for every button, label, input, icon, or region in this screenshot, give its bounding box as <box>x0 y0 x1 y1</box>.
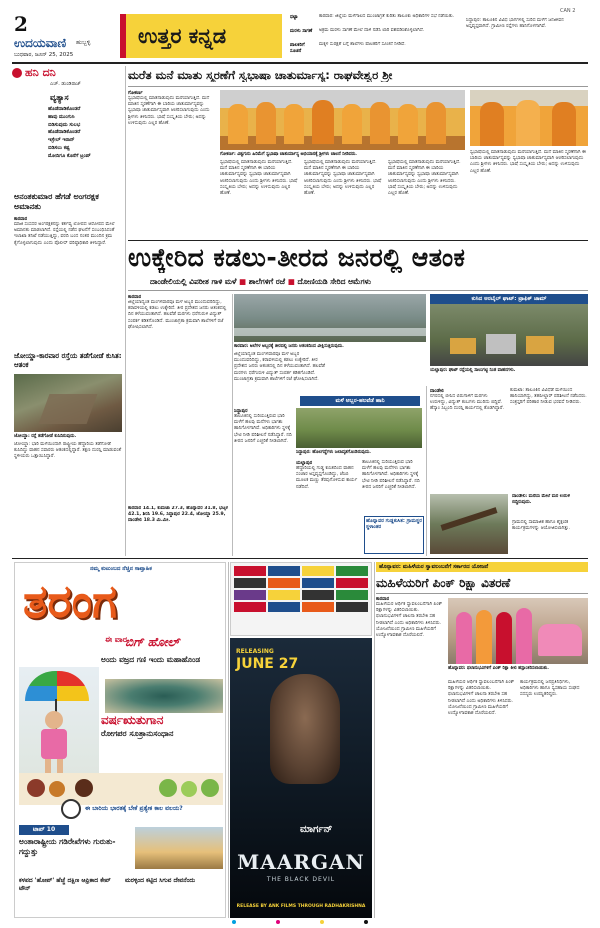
side-story-2-caption: ಜೋಯ್ಡಾ: ರಸ್ತೆ ತಡೆಗೋಡೆ ಕುಸಿದಿರುವುದು. <box>14 434 77 439</box>
ghat-traffic-photo <box>430 304 588 366</box>
rain-col1-body: ತಾಲೂಕಿನಲ್ಲಿ ಸುರಿಯುತ್ತಿರುವ ಭಾರಿ ಮಳೆಗೆ ಹಲವು ಮನೆಗಳು ಭಾಗಶಃ ಹಾನಿಗೊಳಗಾಗಿವೆ. ಅಧಿಕಾರಿಗಳು ಸ್ಥಳಕ್ಕೆ ಭೇಟಿ ನೀಡಿ ಪರಿಶೀಲನೆ ನಡೆಸಿದ್ದಾರೆ. ನದಿ ತೀರದ ಜನರಿಗೆ ಎಚ್ಚರಿಕೆ ನೀಡಲಾಗಿದೆ. <box>234 414 292 444</box>
main-body-col2: ಜಿಲ್ಲೆಯಾದ್ಯಂತ ಮಂಗಳವಾರವೂ ಮಳೆ ಅಬ್ಬರ ಮುಂದುವರಿದಿದ್ದು, ಕರಾವಳಿಯಲ್ಲಿ ಕಡಲು ಉಕ್ಕೇರಿದೆ. ತೀರ ಪ್ರದೇಶದ ಜನರು ಆತಂಕದಲ್ಲಿ ದಿನ ಕಳೆಯುವಂತಾಗಿದೆ. ಹಲವೆಡೆ ಮರಗಳು ಧರೆಗುರುಳಿ ವಿದ್ಯುತ್ ಸಂಪರ್ಕ ಕಡಿತಗೊಂಡಿದೆ. ಮುಂಜಾಗ್ರತಾ ಕ್ರಮವಾಗಿ ಶಾಲೆಗಳಿಗೆ ರಜೆ ಘೋಷಿಸಲಾಗಿದೆ. <box>234 352 326 382</box>
poem-line: ಮೋದಿಗೂ ಕೊನೆಗೆ ಟ್ರಂಪ್ <box>48 152 91 159</box>
pink-dateline: ಕಾರವಾರ <box>376 597 390 602</box>
clock-icon <box>61 799 81 819</box>
poem-title: ವ್ಯತ್ಯಾಸ <box>50 93 69 102</box>
film-ad-logos <box>230 562 372 636</box>
lead-headline: ಮರೆತ ಮನೆ ಮಾತು ಸ್ಮರಣೆಗೆ ಸ್ವಭಾಷಾ ಚಾತುರ್ಮಾಸ್ಯ: ರಾಘವೇಶ್ವರ ಶ್ರೀ <box>128 68 393 82</box>
maargan-poster[interactable] <box>230 638 372 918</box>
release-date: JUNE 27 <box>236 656 299 672</box>
registration-mark-icon <box>320 920 324 924</box>
rain-col2b-body: ತಾಲೂಕಿನಲ್ಲಿ ಸುರಿಯುತ್ತಿರುವ ಭಾರಿ ಮಳೆಗೆ ಹಲವು ಮನೆಗಳು ಭಾಗಶಃ ಹಾನಿಗೊಳಗಾಗಿವೆ. ಅಧಿಕಾರಿಗಳು ಸ್ಥಳಕ್ಕೆ ಭೇಟಿ ನೀಡಿ ಪರಿಶೀಲನೆ ನಡೆಸಿದ್ದಾರೆ. ನದಿ ತೀರದ ಜನರಿಗೆ ಎಚ್ಚರಿಕೆ ನೀಡಲಾಗಿದೆ. <box>362 460 420 490</box>
rain-col1-dateline: ಸಿದ್ದಾಪುರ <box>234 409 248 414</box>
film-footer: RELEASE BY ANK FILMS THROUGH RADHAKRISHNA <box>236 904 366 909</box>
edition-tag: ಹುಬ್ಬಳ್ಳಿ <box>76 39 91 46</box>
lead-photo <box>220 90 465 150</box>
fallen-tree-photo <box>430 494 508 554</box>
main-rain-stats: ಕಾರವಾರ 14.1, ಕುಮಟಾ 27.3, ಹೊನ್ನಾವರ 31.8, ಭಟ್ಕಳ 42.1, ಶಿರಸಿ 19.6, ಸಿದ್ದಾಪುರ 22.4, ಜೋಯ್ಡಾ 25.9, ದಾಂಡೇಲಿ 18.3 ಮಿ.ಮೀ. <box>128 506 229 523</box>
side-story-1-headline: ಅನಂತಕುಮಾರ ಹೆಗಡೆ ಅಂಗರಕ್ಷಕ ಅಮಾನತು <box>14 192 99 211</box>
bottom-title: ಅಂತಾರಾಷ್ಟ್ರೀಯ ಗಡಿರೇಖೆಗಳು ಗುರುತು-ಗದ್ದುತ್ತು <box>19 837 116 856</box>
taranga-day: ಈ ವಾರ <box>105 635 127 644</box>
subhead: ದೋಣಿಯಡಿ ಸೇರಿದ ಆಮೆಗಳು <box>297 277 371 286</box>
rain-inset2: ಗ್ರಾಮದಲ್ಲಿ ಸಾಮಾಜಿಕ ಹಾಗೂ ಶೈಕ್ಷಣಿಕ ಕಾರ್ಯಕ್ರಮಗಳನ್ನು ಆಯೋಜಿಸಲಾಗಿತ್ತು. <box>512 520 571 531</box>
hanidani-box <box>12 66 122 188</box>
fruits-photo <box>19 773 223 805</box>
pink-headline: ಮಹಿಳೆಯರಿಗೆ ಪಿಂಕ್ ರಿಕ್ಷಾ ವಿತರಣೆ <box>376 576 511 590</box>
rain-col4-body: ಕುಮಟಾ: ತಾಲೂಕಿನ ವಿವಿಧೆಡೆ ಮಳೆಯಿಂದ ಹಾನಿಯಾಗಿದ್ದು, ತಹಸೀಲ್ದಾರ್ ಪರಿಶೀಲನೆ ನಡೆಸಿದರು. ಸಂತ್ರಸ್ತರಿಗೆ ಪರಿಹಾರ ನೀಡುವ ಭರವಸೆ ನೀಡಿದರು. <box>510 388 587 406</box>
date-line: ಬುಧವಾರ, ಜೂನ್ 25, 2025 <box>14 52 74 58</box>
taranga-question <box>19 805 223 821</box>
film-subtitle: THE BLACK DEVIL <box>266 876 336 883</box>
rain-col2-body: ಹೆದ್ದಾರಿಯಲ್ಲಿ ಗುಡ್ಡ ಕುಸಿತದಿಂದ ವಾಹನ ಸಂಚಾರ ಅಸ್ತವ್ಯಸ್ತಗೊಂಡಿದ್ದು, ಜೆಸಿಬಿ ಮೂಲಕ ಮಣ್ಣು ತೆರವುಗೊಳಿಸುವ ಕಾರ್ಯ ನಡೆದಿದೆ. <box>296 466 358 490</box>
lead-body-mid-1: ಸ್ವಭಾಷೆಯಲ್ಲಿ ಮಾತನಾಡುವುದು ಮರೆಯಾಗುತ್ತಿದೆ. ಮನೆ ಮಾತಿನ ಸ್ಮರಣೆಗಾಗಿ ಈ ಬಾರಿಯ ಚಾತುರ್ಮಾಸ್ಯವನ್ನು ಸ್ವಭಾಷಾ ಚಾತುರ್ಮಾಸ್ಯವಾಗಿ ಆಚರಿಸಲಾಗುವುದು ಎಂದು ಶ್ರೀಗಳು ತಿಳಿಸಿದರು. ಭಾಷೆ ಸಂಸ್ಕೃತಿಯ ಬೇರು; ಅದನ್ನು ಉಳಿಸುವುದು ಎಲ್ಲರ ಹೊಣೆ. <box>220 160 298 197</box>
hanidani-icon <box>12 68 22 78</box>
registration-mark-icon <box>364 920 368 924</box>
diamond-mine-photo <box>105 679 223 713</box>
border-photo <box>135 827 223 869</box>
registration-mark-icon <box>276 920 280 924</box>
subhead: ಶಾಲೆಗಳಿಗೆ ರಜೆ <box>248 277 286 286</box>
actor-face <box>270 674 340 784</box>
brief-label: ಪಾಲಕರಿಗೆ ಸೂಚನೆ <box>290 43 305 54</box>
section-title: ಉತ್ತರ ಕನ್ನಡ <box>138 24 227 48</box>
poem-line: ಇಸ್ರೇಲ್ ಇರಾನ್ <box>48 137 75 144</box>
poem-line: ಬಿಡಿಸಲು ಕಷ್ಟ <box>48 144 70 151</box>
joida-wall-photo <box>14 374 122 432</box>
poem <box>48 106 122 161</box>
pink-rickshaw-photo <box>448 598 588 664</box>
girl-umbrella-photo <box>19 667 99 775</box>
feature-sub: ಅಂದು ವಜ್ರದ ಗಣಿ ಇಂದು ಮಹಾಹೊಂಡ <box>101 655 201 664</box>
paddy-flood-photo <box>296 408 422 448</box>
main-photo-tag: ಕುಸಿದ ಅರಬೈಲ್ ಘಾಟ್: ಟ್ರಾಫಿಕ್ ಜಾಮ್ <box>430 294 588 304</box>
brief-label: ಧಟ್ಟಾ <box>290 15 298 20</box>
poem-line: ಬಿಡಿಸುವುದು ಸುಲಭ <box>48 121 81 128</box>
side-story-2-body: ಜೋಯ್ಡಾ: ಭಾರಿ ಮಳೆಯಿಂದಾಗಿ ರಾಷ್ಟ್ರೀಯ ಹೆದ್ದಾರಿಯ ತಡೆಗೋಡೆ ಕುಸಿದಿದ್ದು ವಾಹನ ಸವಾರರು ಆತಂಕದಲ್ಲಿದ್ದಾರೆ. ತಕ್ಷಣ ದುರಸ್ತಿ ಮಾಡುವಂತೆ ಸ್ಥಳೀಯರು ಒತ್ತಾಯಿಸಿದ್ದಾರೆ. <box>14 442 122 460</box>
side-story-1-dateline: ಕಾರವಾರ <box>14 217 28 222</box>
poem-line: ಹಾವು ಮುಂಗುಸಿ <box>48 113 75 120</box>
poem-line: ಹೊಡೆದಾಡಿಕೊಂಡರೆ <box>48 106 81 112</box>
main-dateline: ಕಾರವಾರ <box>128 295 142 300</box>
hanidani-author: ಎಚ್. ಡುಂಡಿರಾಜ್ <box>50 81 81 87</box>
release-label: RELEASING <box>236 648 274 655</box>
registration-mark-icon <box>232 920 236 924</box>
paper-name: ಉದಯವಾಣಿ <box>14 36 67 50</box>
lead-dateline: ಗೋಕರ್ಣ <box>128 91 143 96</box>
hanidani-title: ಹನಿ ದನಿ <box>25 66 56 79</box>
pink-body-col1: ಮಹಿಳೆಯರ ಆರ್ಥಿಕ ಸ್ವಾವಲಂಬನೆಗಾಗಿ ಪಿಂಕ್ ರಿಕ್ಷಾಗಳನ್ನು ವಿತರಿಸಲಾಯಿತು. ಫಲಾನುಭವಿಗಳಿಗೆ ಚಾಲನಾ ತರಬೇತಿ ಸಹ ನೀಡಲಾಗಿದೆ ಎಂದು ಅಧಿಕಾರಿಗಳು ತಿಳಿಸಿದರು. ಯೋಜನೆಯಿಂದ ಗ್ರಾಮೀಣ ಮಹಿಳೆಯರಿಗೆ ಉದ್ಯೋಗಾವಕಾಶ ದೊರೆಯಲಿದೆ. <box>376 602 443 639</box>
main-headline: ಉಕ್ಕೇರಿದ ಕಡಲು-ತೀರದ ಜನರಲ್ಲಿ ಆತಂಕ <box>128 243 466 272</box>
kannada-title: ಮಾರ್ಗನ್ <box>300 824 333 835</box>
brief-label: ಮರಳು ಸಾಗಣೆ <box>290 29 313 34</box>
rain-section-tag: ಮಳೆ ಅಬ್ಬರ-ಹಲವೆಡೆ ಹಾನಿ <box>300 396 420 406</box>
season-title: ವರ್ಷಋತುಗಾನ <box>101 713 164 727</box>
rain-photo-caption-3: ದಾಂಡೇಲಿ: ಮನೆಯ ಮೇಲೆ ಮರ ಉರುಳಿ ಬಿದ್ದಿರುವುದು. <box>512 494 570 505</box>
footer-left: ಕಳಪದ 'ಹೋಪ್' ಹೆಜ್ಜೆ ದಕ್ಷಿಣ ಆಫ್ರಿಕಾದ ಕೇಪ್ ಟೌನ್ <box>19 877 111 892</box>
lead-body-left: ಸ್ವಭಾಷೆಯಲ್ಲಿ ಮಾತನಾಡುವುದು ಮರೆಯಾಗುತ್ತಿದೆ. ಮನೆ ಮಾತಿನ ಸ್ಮರಣೆಗಾಗಿ ಈ ಬಾರಿಯ ಚಾತುರ್ಮಾಸ್ಯವನ್ನು ಸ್ವಭಾಷಾ ಚಾತುರ್ಮಾಸ್ಯವಾಗಿ ಆಚರಿಸಲಾಗುವುದು ಎಂದು ಶ್ರೀಗಳು ತಿಳಿಸಿದರು. ಭಾಷೆ ಸಂಸ್ಕೃತಿಯ ಬೇರು; ಅದನ್ನು ಉಳಿಸುವುದು ಎಲ್ಲರ ಹೊಣೆ. <box>128 96 210 126</box>
pink-body-col2: ಮಹಿಳೆಯರ ಆರ್ಥಿಕ ಸ್ವಾವಲಂಬನೆಗಾಗಿ ಪಿಂಕ್ ರಿಕ್ಷಾಗಳನ್ನು ವಿತರಿಸಲಾಯಿತು. ಫಲಾನುಭವಿಗಳಿಗೆ ಚಾಲನಾ ತರಬೇತಿ ಸಹ ನೀಡಲಾಗಿದೆ ಎಂದು ಅಧಿಕಾರಿಗಳು ತಿಳಿಸಿದರು. ಯೋಜನೆಯಿಂದ ಗ್ರಾಮೀಣ ಮಹಿಳೆಯರಿಗೆ ಉದ್ಯೋಗಾವಕಾಶ ದೊರೆಯಲಿದೆ. <box>448 680 515 717</box>
pink-top-tag: ಹೊನ್ನಾವರ: ಮಹಿಳೆಯರ ಸ್ವಾವಲಂಬನೆಗೆ ಸರ್ಕಾರದ ಯೋಜನೆ <box>376 562 588 572</box>
subhead: ದಾಂಡೇಲಿಯಲ್ಲಿ ವಿಪರೀತ ಗಾಳಿ ಮಳೆ <box>150 277 237 286</box>
brief-text: ಕಾರವಾರ: ಜಿಲ್ಲೆಯ ಮಳೆಗಾಲದ ಮುಂಜಾಗ್ರತೆ ಕುರಿತು ತಾಲೂಕು ಅಧಿಕಾರಿಗಳ ಸಭೆ ನಡೆಯಿತು. <box>319 14 455 19</box>
main-photo-caption-1: ಕಾರವಾರ: ಅಲೆಗಳ ಅಬ್ಬರಕ್ಕೆ ತೀರದಲ್ಲಿ ಜನರು ಆತಂಕದಿಂದ ವೀಕ್ಷಿಸುತ್ತಿರುವುದು. <box>234 344 344 349</box>
bullet-icon: ■ <box>287 277 295 286</box>
taranga-ad[interactable] <box>14 562 226 918</box>
question-text: ಈ ಬಾರಿಯ ಭಾರತಕ್ಕೆ ಬೇಕೆ ಪ್ರತ್ಯೇಕ ಕಾಲ ವಲಯ? <box>85 805 183 812</box>
season-sub: ರೋಗಪರ ಸೂತ್ರಾನುಸಂಧಾನ <box>101 729 174 738</box>
rain-col3-dateline: ದಾಂಡೇಲಿ <box>430 389 444 394</box>
bullet-icon: ■ <box>239 277 247 286</box>
footer-right: ಮರಳ್ಳಿಂದ ಕಟ್ಟಿದ ಸಿಗುವ ದೇವನೆಂದು <box>125 877 196 884</box>
registration-marks <box>90 920 510 925</box>
pink-body-col3: ಕಾರ್ಯಕ್ರಮದಲ್ಲಿ ಜನಪ್ರತಿನಿಧಿಗಳು, ಅಧಿಕಾರಿಗಳು ಹಾಗೂ ಸ್ವಸಹಾಯ ಸಂಘದ ಸದಸ್ಯರು ಉಪಸ್ಥಿತರಿದ್ದರು. <box>520 680 580 698</box>
poem-line: ಹೊಡೆದಾಡಿಕೊಂಡರೆ <box>48 129 81 136</box>
brief-text: ಮಕ್ಕಳ ಸುರಕ್ಷತೆ ಬಗ್ಗೆ ಶಾಲೆಗಳು ಪಾಲಕರಿಗೆ ಸೂಚನೆ ನೀಡಿವೆ. <box>319 42 406 47</box>
can-label: CAN 2 <box>560 8 576 14</box>
taranga-tagline: ನಮ್ಮ ಕುಟುಂಬದ ನೆಚ್ಚಿನ ಸಾಪ್ತಾಹಿಕ <box>90 566 152 572</box>
lead-photo-caption: ಗೋಕರ್ಣ: ವಿಶ್ವಗುರು ಹಿರಿಮೆಗೆ ಸ್ವಭಾಷಾ ಚಾತುರ್ಮಾಸ್ಯ ಅಭಿಯಾನಕ್ಕೆ ಶ್ರೀಗಳು ಚಾಲನೆ ನೀಡಿದರು. <box>220 152 357 157</box>
main-subheads <box>150 277 580 287</box>
sea-photo <box>234 294 426 342</box>
rain-inset-title: ಹೊನ್ನಾವರ ಗುಡ್ಡಕುಸಿತ: ಗ್ರಾಮಸ್ಥರ ಸ್ಥಳಾಂತರ <box>366 518 422 530</box>
side-story-2-headline: ಜೋಯ್ಡಾ-ಕಾರವಾರ ರಸ್ತೆಯ ತಡೆಗೋಡೆ ಕುಸಿತ: ಆತಂಕ <box>14 352 122 369</box>
brief-text: ಅಕ್ರಮ ಮರಳು ಸಾಗಣೆ ಮೇಲೆ ದಾಳಿ ನಡೆಸಿ ಲಾರಿ ವಶಪಡಿಸಿಕೊಳ್ಳಲಾಗಿದೆ. <box>319 28 425 33</box>
lead-body-mid-3: ಸ್ವಭಾಷೆಯಲ್ಲಿ ಮಾತನಾಡುವುದು ಮರೆಯಾಗುತ್ತಿದೆ. ಮನೆ ಮಾತಿನ ಸ್ಮರಣೆಗಾಗಿ ಈ ಬಾರಿಯ ಚಾತುರ್ಮಾಸ್ಯವನ್ನು ಸ್ವಭಾಷಾ ಚಾತುರ್ಮಾಸ್ಯವಾಗಿ ಆಚರಿಸಲಾಗುವುದು ಎಂದು ಶ್ರೀಗಳು ತಿಳಿಸಿದರು. ಭಾಷೆ ಸಂಸ್ಕೃತಿಯ ಬೇರು; ಅದನ್ನು ಉಳಿಸುವುದು ಎಲ್ಲರ ಹೊಣೆ. <box>388 160 461 197</box>
lead-photo-2 <box>470 90 588 146</box>
main-body-col1: ಜಿಲ್ಲೆಯಾದ್ಯಂತ ಮಂಗಳವಾರವೂ ಮಳೆ ಅಬ್ಬರ ಮುಂದುವರಿದಿದ್ದು, ಕರಾವಳಿಯಲ್ಲಿ ಕಡಲು ಉಕ್ಕೇರಿದೆ. ತೀರ ಪ್ರದೇಶದ ಜನರು ಆತಂಕದಲ್ಲಿ ದಿನ ಕಳೆಯುವಂತಾಗಿದೆ. ಹಲವೆಡೆ ಮರಗಳು ಧರೆಗುರುಳಿ ವಿದ್ಯುತ್ ಸಂಪರ್ಕ ಕಡಿತಗೊಂಡಿದೆ. ಮುಂಜಾಗ್ರತಾ ಕ್ರಮವಾಗಿ ಶಾಲೆಗಳಿಗೆ ರಜೆ ಘೋಷಿಸಲಾಗಿದೆ. <box>128 300 227 330</box>
rain-col3-body: ನಗರದಲ್ಲಿ ಬೀಸಿದ ಬಿರುಗಾಳಿಗೆ ಮರಗಳು ಉರುಳಿದ್ದು, ವಿದ್ಯುತ್ ಕಂಬಗಳು ಮುರಿದು ಬಿದ್ದಿವೆ. ಹೆಸ್ಕಾಂ ಸಿಬ್ಬಂದಿ ದುರಸ್ತಿ ಕಾರ್ಯದಲ್ಲಿ ತೊಡಗಿದ್ದಾರೆ. <box>430 394 505 412</box>
side-story-1-body: ಮಾಜಿ ಸಂಸದರ ಅಂಗರಕ್ಷಕನನ್ನು ಕರ್ತವ್ಯ ಲೋಪದ ಆರೋಪದ ಮೇಲೆ ಅಮಾನತು ಮಾಡಲಾಗಿದೆ. ರಸ್ತೆಯಲ್ಲಿ ನಡೆದ ಘಟನೆಗೆ ಸಂಬಂಧಿಸಿದಂತೆ ಇಲಾಖಾ ತನಿಖೆ ನಡೆಯುತ್ತಿದ್ದು, ವರದಿ ಬಂದ ನಂತರ ಮುಂದಿನ ಕ್ರಮ ಕೈಗೊಳ್ಳಲಾಗುವುದು ಎಂದು ಪೊಲೀಸ್ ವರಿಷ್ಠಾಧಿಕಾರಿ ತಿಳಿಸಿದ್ದಾರೆ. <box>14 222 115 246</box>
masthead-briefs <box>290 14 460 60</box>
right-brief: ಸಿದ್ದಾಪುರ: ತಾಲೂಕಿನ ವಿವಿಧ ಭಾಗಗಳಲ್ಲಿ ಸುರಿದ ಮಳೆಗೆ ಜನಜೀವನ ಅಸ್ತವ್ಯಸ್ತವಾಗಿದೆ. ಗ್ರಾಮೀಣ ರಸ್ತೆಗಳು ಹಾನಿಗೊಳಗಾಗಿವೆ. <box>466 18 564 29</box>
rain-inset <box>364 516 424 554</box>
main-photo-caption-2: ಯಲ್ಲಾಪುರ: ಘಾಟ್ ರಸ್ತೆಯಲ್ಲಿ ಸಾಲುಗಟ್ಟಿ ನಿಂತ ವಾಹನಗಳು. <box>430 368 516 373</box>
section-title-banner <box>120 14 282 58</box>
taranga-brand: ತರಂಗ <box>23 574 117 628</box>
rain-col2-dateline: ಯಲ್ಲಾಪುರ <box>296 461 313 466</box>
pink-photo-caption: ಹೊನ್ನಾವರ: ಫಲಾನುಭವಿಗಳಿಗೆ ಪಿಂಕ್ ರಿಕ್ಷಾ ಕೀಲಿ ಹಸ್ತಾಂತರಿಸಲಾಯಿತು. <box>448 666 549 671</box>
lead-body-right: ಸ್ವಭಾಷೆಯಲ್ಲಿ ಮಾತನಾಡುವುದು ಮರೆಯಾಗುತ್ತಿದೆ. ಮನೆ ಮಾತಿನ ಸ್ಮರಣೆಗಾಗಿ ಈ ಬಾರಿಯ ಚಾತುರ್ಮಾಸ್ಯವನ್ನು ಸ್ವಭಾಷಾ ಚಾತುರ್ಮಾಸ್ಯವಾಗಿ ಆಚರಿಸಲಾಗುವುದು ಎಂದು ಶ್ರೀಗಳು ತಿಳಿಸಿದರು. ಭಾಷೆ ಸಂಸ್ಕೃತಿಯ ಬೇರು; ಅದನ್ನು ಉಳಿಸುವುದು ಎಲ್ಲರ ಹೊಣೆ. <box>470 150 586 174</box>
top-label: ಟಾಪ್ 10 <box>19 825 69 835</box>
rain-photo-caption: ಸಿದ್ದಾಪುರ: ಹೊಲಗದ್ದೆಗಳು ಜಲಾವೃತಗೊಂಡಿರುವುದು. <box>296 450 371 455</box>
lead-body-mid-2: ಸ್ವಭಾಷೆಯಲ್ಲಿ ಮಾತನಾಡುವುದು ಮರೆಯಾಗುತ್ತಿದೆ. ಮನೆ ಮಾತಿನ ಸ್ಮರಣೆಗಾಗಿ ಈ ಬಾರಿಯ ಚಾತುರ್ಮಾಸ್ಯವನ್ನು ಸ್ವಭಾಷಾ ಚಾತುರ್ಮಾಸ್ಯವಾಗಿ ಆಚರಿಸಲಾಗುವುದು ಎಂದು ಶ್ರೀಗಳು ತಿಳಿಸಿದರು. ಭಾಷೆ ಸಂಸ್ಕೃತಿಯ ಬೇರು; ಅದನ್ನು ಉಳಿಸುವುದು ಎಲ್ಲರ ಹೊಣೆ. <box>304 160 382 197</box>
film-title: MAARGAN <box>237 850 365 874</box>
page-number: 2 <box>14 12 28 36</box>
feature-title: ಬಿಗ್ ಹೋಲ್ <box>125 635 180 649</box>
